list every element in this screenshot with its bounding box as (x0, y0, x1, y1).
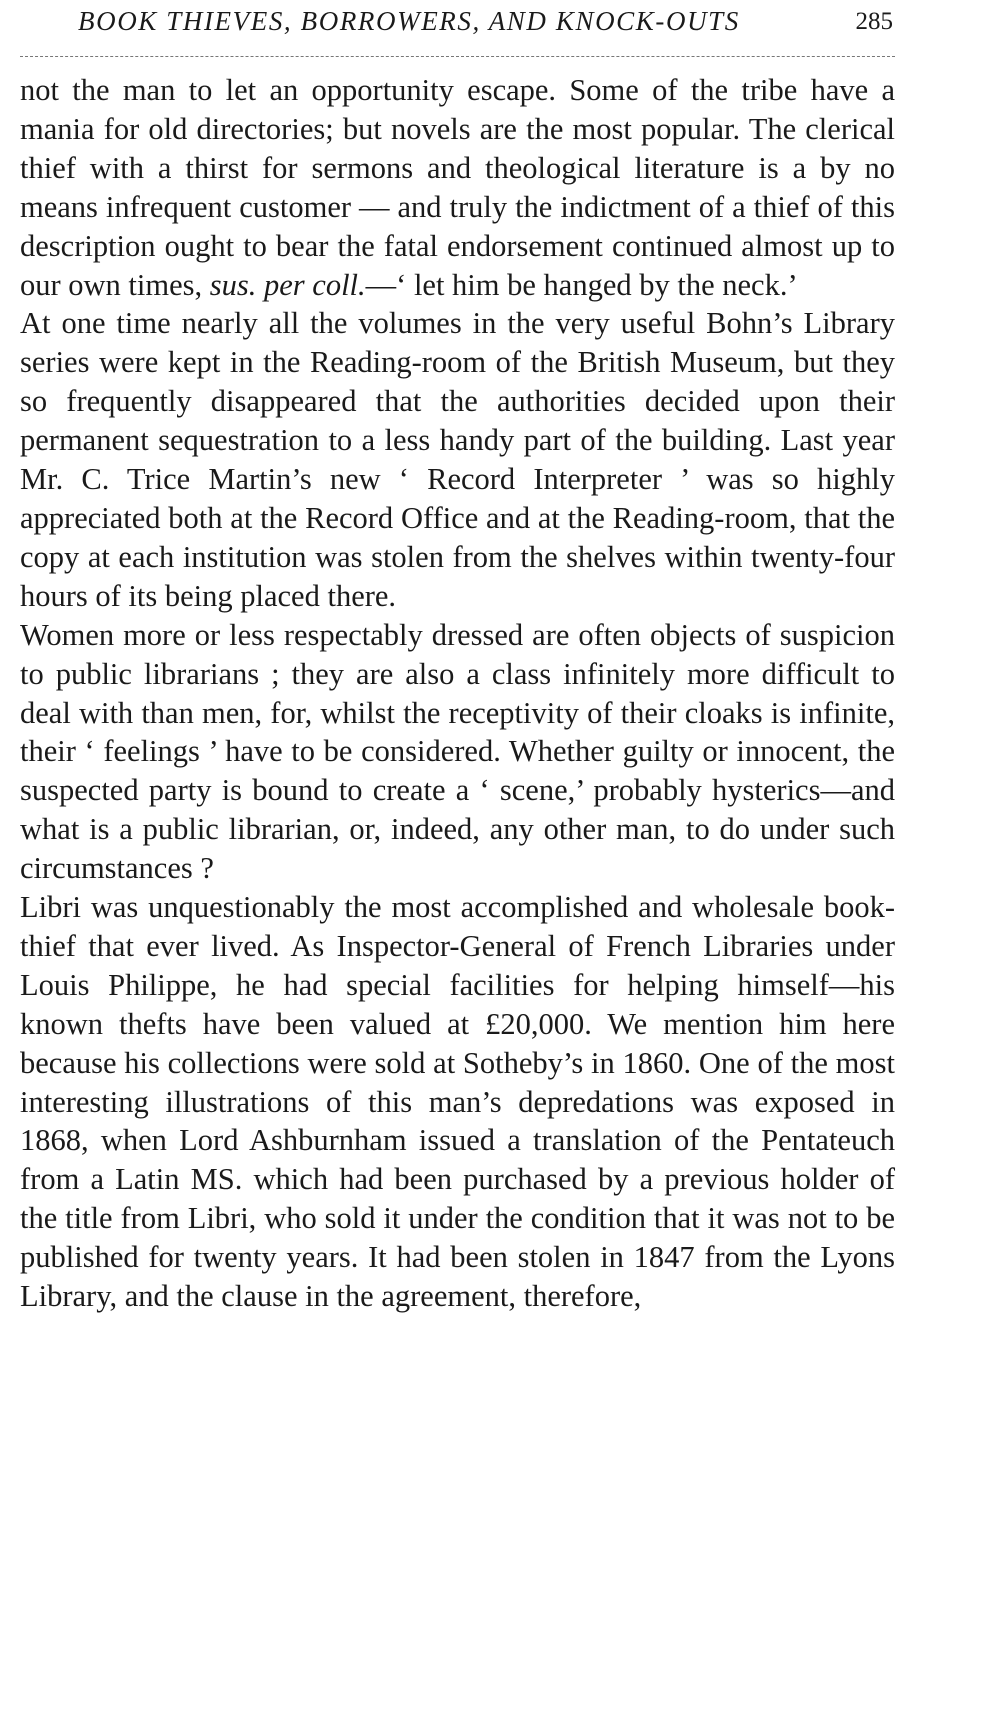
book-page (20, 0, 895, 1316)
paragraph-2: At one time nearly all the volumes in the very useful Bohn’s Library series were kept in the Reading-room of the British Museum, but they so frequently disappeared that the authorities decided upon their permanent sequestration to a less handy part of the building. Last year Mr. C. Trice Martin’s new ‘ Record Interpreter ’ was so highly appreciated both at the Record Office and at the Reading-room, that the copy at each institution was stolen from the shelves within twenty-four hours of its being placed there. (20, 306, 895, 613)
page-number: 285 (855, 8, 893, 35)
running-header (20, 0, 895, 57)
paragraph-1-text-a: not the man to let an opportunity escape. Some of the tribe have a mania for old directories; but novels are the most popular. The clerical thief with a thirst for sermons and theological literature is a by no means infrequent customer — and truly the indictment of a thief of this description ought to bear the fatal endorsement continued almost up to our own times, (20, 73, 895, 302)
body-text (20, 71, 895, 1316)
paragraph-1-text-b: —‘ let him be hanged by the neck.’ (365, 267, 798, 302)
paragraph-1 (20, 71, 895, 304)
running-title: BOOK THIEVES, BORROWERS, AND KNOCK-OUTS (78, 6, 740, 36)
paragraph-1-italic-phrase: sus. per coll. (209, 267, 366, 302)
paragraph-4: Libri was unquestionably the most accomplished and wholesale book-thief that ever lived. As Inspector-General of French Libraries under Louis Philippe, he had special facilities for helping himself—his known thefts have been valued at £20,000. We mention him here because his collections were sold at Sotheby’s in 1860. One of the most interesting illustrations of this man’s depredations was exposed in 1868, when Lord Ashburnham issued a translation of the Pentateuch from a Latin MS. which had been purchased by a previous holder of the title from Libri, who sold it under the condition that it was not to be published for twenty years. It had been stolen in 1847 from the Lyons Library, and the clause in the agreement, therefore, (20, 890, 895, 1314)
paragraph-3: Women more or less respectably dressed are often objects of suspicion to public librarians ; they are also a class infinitely more difficult to deal with than men, for, whilst the receptivity of their cloaks is infinite, their ‘ feelings ’ have to be considered. Whether guilty or innocent, the suspected party is bound to create a ‘ scene,’ probably hysterics—and what is a public librarian, or, indeed, any other man, to do under such circumstances ? (20, 617, 895, 886)
